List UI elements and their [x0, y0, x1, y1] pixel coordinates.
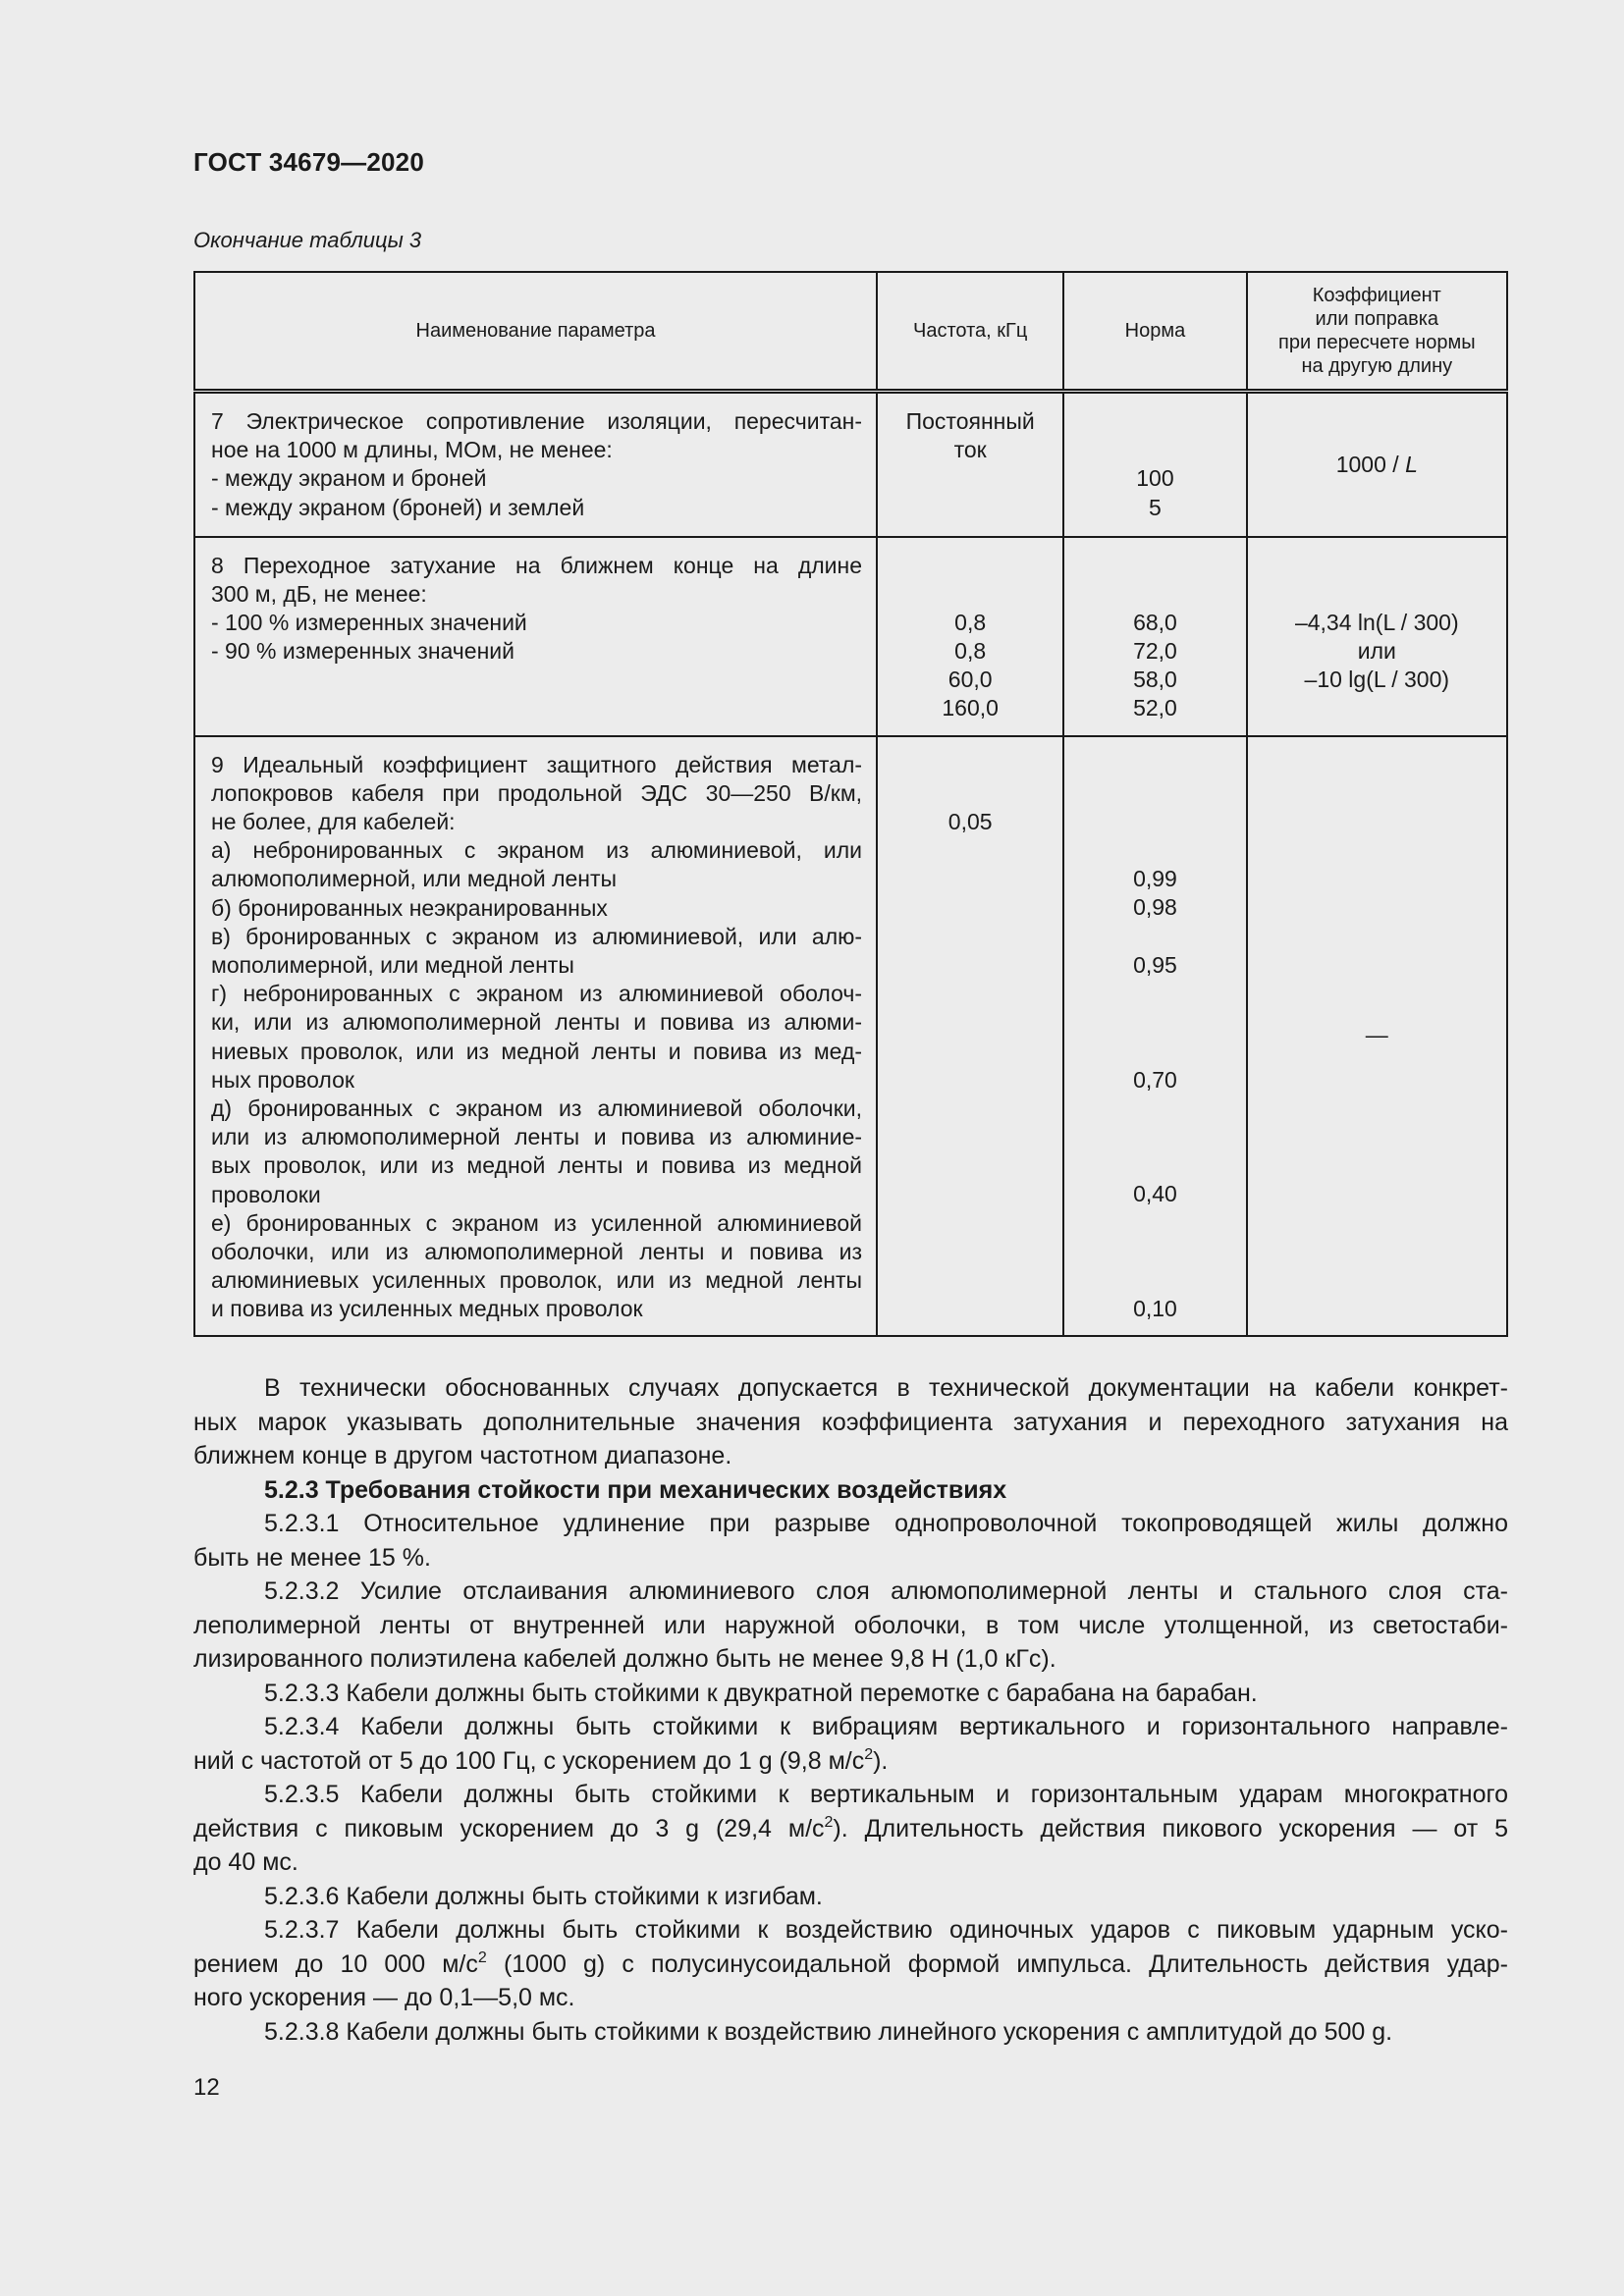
frequency-cell — [877, 736, 1063, 1336]
table-header-row — [194, 272, 1507, 392]
norm-cell — [1063, 736, 1246, 1336]
param-line: б) бронированных неэкранированных — [211, 894, 608, 921]
param-line: 8 Переходное затухание на ближнем конце на длине — [211, 552, 863, 578]
param-line: ное на 1000 м длины, МОм, не менее: — [211, 437, 613, 463]
norm-cell — [1063, 392, 1246, 537]
frequency-value — [878, 580, 1062, 609]
norm-value — [1064, 407, 1245, 436]
section-heading: 5.2.3 Требования стойкости при механических воздействиях — [264, 1475, 1007, 1504]
document-header: ГОСТ 34679—2020 — [193, 147, 424, 177]
clause-5235-line — [193, 1812, 1508, 1846]
page-number: 12 — [193, 2074, 220, 2101]
col-header-coefficient — [1247, 272, 1507, 392]
coefficient-formula: –10 lg(L / 300) — [1304, 667, 1450, 693]
clause-5238: 5.2.3.8 Кабели должны быть стойкими к воздействию линейного ускорения с амплитудой до 500 g. — [264, 2017, 1393, 2046]
norm-value — [1064, 836, 1245, 865]
param-line: не более, для кабелей: — [211, 808, 456, 834]
clause-5234-line — [193, 1744, 1508, 1779]
param-line: или из алюмополимерной ленты и повива из алюминие- — [211, 1124, 863, 1150]
intro-line: ближнем конце в другом частотном диапазоне. — [193, 1442, 732, 1469]
param-line: д) бронированных с экраном из алюминиевой оболочки, — [211, 1095, 863, 1121]
param-line: - 90 % измеренных значений — [211, 638, 514, 665]
norm-cell — [1063, 537, 1246, 736]
frequency-value: 0,8 — [954, 638, 987, 665]
param-line: - 100 % измеренных значений — [211, 609, 527, 635]
body-text — [193, 1371, 1508, 2049]
param-line: - между экраном и броней — [211, 465, 487, 492]
param-line: вых проволок, или из медной ленты и повива из медной — [211, 1152, 863, 1179]
coefficient-spacer — [1248, 552, 1506, 580]
norm-value — [1064, 923, 1245, 951]
norm-value: 72,0 — [1133, 638, 1177, 665]
param-name-cell — [194, 392, 877, 537]
norm-value: 5 — [1149, 494, 1162, 520]
col-header-coef-line: при пересчете нормы — [1278, 332, 1476, 353]
norm-value — [1064, 1266, 1245, 1295]
norm-value — [1064, 1238, 1245, 1266]
clause-5231-line: 5.2.3.1 Относительное удлинение при разрыве однопроволочной токопроводящей жилы должно — [264, 1510, 1508, 1537]
clause-5235-line: до 40 мс. — [193, 1848, 298, 1876]
norm-value — [1064, 808, 1245, 836]
param-line: - между экраном (броней) и землей — [211, 494, 585, 520]
coefficient-formula: или — [1357, 638, 1396, 665]
param-line: г) небронированных с экраном из алюминиевой оболоч- — [211, 981, 863, 1007]
norm-value: 52,0 — [1133, 695, 1177, 721]
norm-value: 0,10 — [1133, 1296, 1177, 1322]
col-header-coef-line: или поправка — [1315, 308, 1439, 330]
clause-5232-line: лизированного полиэтилена кабелей должно быть не менее 9,8 Н (1,0 кГс). — [193, 1645, 1056, 1673]
norm-value — [1064, 1037, 1245, 1065]
coefficient-formula: –4,34 ln(L / 300) — [1294, 609, 1459, 635]
clause-text: ). — [873, 1746, 889, 1775]
coefficient-prefix: 1000 / — [1335, 451, 1406, 477]
norm-value: 58,0 — [1133, 667, 1177, 693]
frequency-cell — [877, 537, 1063, 736]
frequency-value: 160,0 — [942, 695, 999, 721]
norm-value: 0,99 — [1133, 866, 1177, 892]
norm-value — [1064, 552, 1245, 580]
param-line: алюмополимерной, или медной ленты — [211, 866, 618, 892]
norm-value — [1064, 1008, 1245, 1037]
frequency-value — [878, 552, 1062, 580]
clause-text: рением до 10 000 м/с — [193, 1949, 478, 1978]
clause-5235-line: 5.2.3.5 Кабели должны быть стойкими к вертикальным и горизонтальным ударам многократного — [264, 1781, 1508, 1808]
param-line: и повива из усиленных медных проволок — [211, 1296, 643, 1322]
clause-5233: 5.2.3.3 Кабели должны быть стойкими к двукратной перемотке с барабана на барабан. — [264, 1679, 1258, 1707]
param-line: 300 м, дБ, не менее: — [211, 580, 427, 607]
norm-value: 0,98 — [1133, 894, 1177, 921]
clause-5237-line — [193, 1948, 1508, 1982]
intro-line: ных марок указывать дополнительные значения коэффициента затухания и переходного затухания на — [193, 1408, 1508, 1436]
coefficient-variable: L — [1405, 451, 1418, 477]
coefficient-spacer — [1248, 580, 1506, 609]
param-line: алюминиевых усиленных проволок, или из медной ленты — [211, 1267, 863, 1294]
frequency-value: 0,05 — [947, 808, 993, 834]
norm-value — [1064, 1209, 1245, 1238]
param-line: 9 Идеальный коэффициент защитного действия метал- — [211, 751, 863, 777]
col-header-coef-line: Коэффициент — [1312, 285, 1441, 306]
clause-text: действия с пиковым ускорением до 3 g (29,4 м/с — [193, 1814, 825, 1842]
frequency-value: 0,8 — [954, 609, 987, 635]
superscript: 2 — [864, 1745, 874, 1763]
frequency-value — [878, 779, 1062, 808]
param-line: ных проволок — [211, 1066, 354, 1093]
frequency-cell — [877, 392, 1063, 537]
col-header-norm: Норма — [1063, 272, 1246, 392]
norm-value — [1064, 1095, 1245, 1123]
norm-value: 100 — [1136, 465, 1174, 492]
param-line: в) бронированных с экраном из алюминиевой, или алю- — [211, 923, 863, 949]
norm-value — [1064, 1123, 1245, 1151]
norm-value — [1064, 779, 1245, 808]
table-row — [194, 537, 1507, 736]
norm-value — [1064, 436, 1245, 464]
clause-5237-line: 5.2.3.7 Кабели должны быть стойкими к воздействию одиночных ударов с пиковым ударным уско- — [264, 1916, 1508, 1944]
frequency-value — [878, 751, 1062, 779]
param-line: 7 Электрическое сопротивление изоляции, пересчитан- — [211, 408, 863, 434]
norm-value — [1064, 1151, 1245, 1180]
param-line: е) бронированных с экраном из усиленной алюминиевой — [211, 1209, 863, 1236]
frequency-value: Постоянный — [905, 408, 1035, 434]
param-line: а) небронированных с экраном из алюминиевой, или — [211, 837, 863, 864]
col-header-coef-line: на другую длину — [1301, 355, 1453, 377]
clause-5234-line: 5.2.3.4 Кабели должны быть стойкими к вибрациям вертикального и горизонтального направле- — [264, 1713, 1508, 1740]
coefficient-cell: — — [1247, 736, 1507, 1336]
table-row — [194, 736, 1507, 1336]
clause-5237-line: ного ускорения — до 0,1—5,0 мс. — [193, 1984, 575, 2011]
intro-line: В технически обоснованных случаях допускается в технической документации на кабели конкрет- — [264, 1374, 1508, 1402]
superscript: 2 — [824, 1813, 834, 1831]
table-caption: Окончание таблицы 3 — [193, 228, 422, 252]
norm-value: 0,40 — [1133, 1181, 1177, 1207]
frequency-value: ток — [953, 437, 987, 463]
param-name-cell — [194, 736, 877, 1336]
norm-value: 0,70 — [1133, 1066, 1177, 1093]
clause-5231-line: быть не менее 15 %. — [193, 1543, 431, 1572]
parameters-table — [193, 271, 1508, 1337]
param-line: оболочки, или из алюмополимерной ленты и повива из — [211, 1238, 863, 1264]
norm-value: 0,95 — [1133, 951, 1177, 978]
superscript: 2 — [477, 1949, 487, 1966]
norm-value — [1064, 580, 1245, 609]
param-line: мополимерной, или медной ленты — [211, 951, 574, 978]
coefficient-cell — [1247, 392, 1507, 537]
param-name-cell — [194, 537, 877, 736]
param-line: лопокровов кабеля при продольной ЭДС 30—250 В/км, — [211, 779, 863, 806]
clause-text: ний с частотой от 5 до 100 Гц, с ускорением до 1 g (9,8 м/с — [193, 1746, 865, 1775]
clause-text: ). Длительность действия пикового ускорения — от 5 — [833, 1814, 1508, 1842]
param-line: ниевых проволок, или из медной ленты и повива из мед- — [211, 1038, 863, 1064]
table-row — [194, 392, 1507, 537]
param-line: ки, или из алюмополимерной ленты и повива из алюми- — [211, 1009, 863, 1036]
norm-value — [1064, 980, 1245, 1008]
clause-5232-line: леполимерной ленты от внутренней или наружной оболочки, в том числе утолщенной, из светостаби- — [193, 1611, 1508, 1639]
col-header-frequency: Частота, кГц — [877, 272, 1063, 392]
coefficient-cell — [1247, 537, 1507, 736]
norm-value: 68,0 — [1133, 609, 1177, 635]
clause-text: (1000 g) с полусинусоидальной формой импульса. Длительность действия удар- — [486, 1949, 1508, 1978]
col-header-parameter: Наименование параметра — [194, 272, 877, 392]
param-line: проволоки — [211, 1181, 321, 1207]
frequency-value: 60,0 — [947, 667, 993, 693]
clause-5232-line: 5.2.3.2 Усилие отслаивания алюминиевого слоя алюмополимерной ленты и стального слоя ста- — [264, 1577, 1508, 1605]
norm-value — [1064, 751, 1245, 779]
clause-5236: 5.2.3.6 Кабели должны быть стойкими к изгибам. — [264, 1882, 823, 1910]
